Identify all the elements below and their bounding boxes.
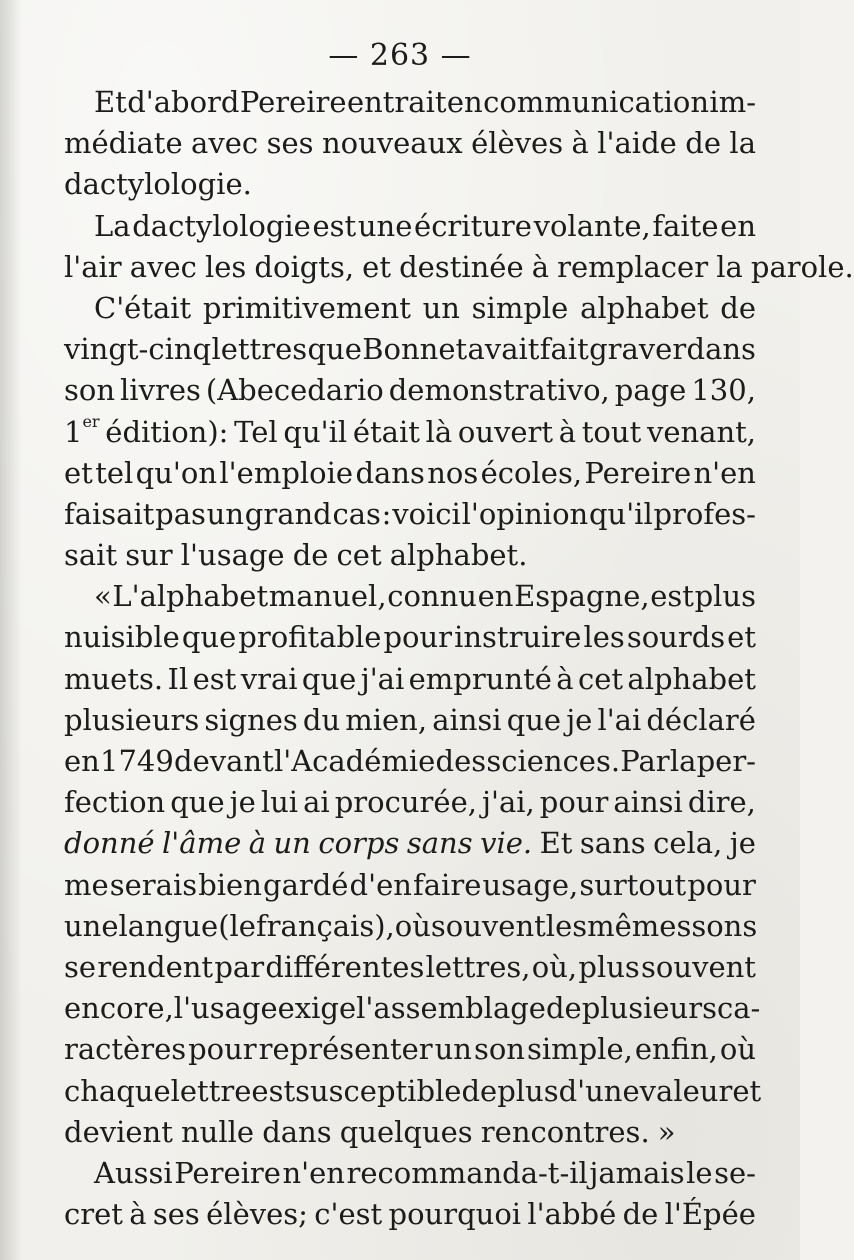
word: connu — [387, 579, 477, 614]
word: où — [394, 908, 431, 943]
word: est — [312, 208, 357, 243]
text-line — [64, 329, 756, 370]
word: là — [425, 414, 453, 449]
page-number: — 263 — — [328, 38, 472, 73]
word: : — [381, 496, 392, 531]
text-line — [64, 617, 756, 658]
word: en — [477, 579, 514, 614]
word: une — [64, 908, 119, 943]
word: élèves; — [206, 1197, 308, 1232]
word: se- — [714, 1155, 756, 1190]
word: serais — [109, 867, 198, 902]
word: nulle — [181, 1114, 255, 1149]
word: l'aide — [597, 126, 677, 161]
text-line — [64, 164, 756, 205]
word: venant, — [646, 414, 756, 449]
word: un — [422, 290, 460, 325]
word: demonstrativo, — [388, 373, 610, 408]
word: à — [556, 661, 574, 696]
word: lui — [260, 785, 299, 820]
word: » — [657, 1114, 676, 1149]
word: sons — [691, 908, 758, 943]
word: Aussi — [94, 1155, 173, 1190]
word: du — [302, 702, 341, 737]
word: grand — [244, 496, 332, 531]
word: emprunté — [408, 661, 552, 696]
word: à — [531, 249, 550, 284]
word: pour — [188, 1032, 257, 1067]
word: l'emploie — [219, 455, 354, 490]
word: doigts, — [254, 249, 355, 284]
word: ainsi — [432, 702, 502, 737]
word: 130, — [691, 373, 756, 408]
word: en — [446, 85, 483, 119]
word: représenter — [258, 1032, 433, 1067]
word: qu'il — [588, 496, 653, 531]
word: que — [301, 661, 357, 696]
word: ractères — [64, 1032, 187, 1067]
word: langue — [118, 908, 219, 943]
word: médiate — [64, 126, 183, 161]
word: lettres — [211, 332, 308, 367]
text-line — [64, 700, 756, 741]
word: la — [716, 249, 743, 284]
word: vie. — [480, 826, 533, 861]
body-text — [64, 82, 854, 1235]
word: 1749 — [100, 744, 174, 778]
word: d'abord — [127, 85, 240, 119]
text-line — [64, 782, 756, 823]
word: un — [206, 496, 245, 531]
word: profes- — [653, 496, 756, 531]
word: Bonnet — [362, 332, 468, 367]
word: lettre — [170, 1073, 252, 1108]
word: avait — [467, 332, 540, 367]
word: et — [362, 249, 391, 284]
word: je — [566, 702, 593, 737]
text-line — [64, 823, 756, 864]
word: l'usage — [180, 538, 285, 573]
word: remplacer — [557, 249, 709, 284]
word: per- — [696, 744, 756, 778]
word: voici — [392, 496, 461, 531]
word: simple, — [526, 1032, 633, 1067]
word: que — [307, 332, 362, 367]
word: graver — [589, 332, 687, 367]
word: plus — [497, 1073, 559, 1108]
word: rendent — [97, 949, 214, 984]
word: (le — [218, 908, 256, 943]
word: l'opinion — [461, 496, 589, 531]
word: son — [473, 1032, 525, 1067]
word: simple — [471, 290, 569, 325]
word: est — [650, 579, 694, 614]
word: les — [583, 620, 625, 655]
text-line — [64, 1153, 756, 1194]
word: dire, — [687, 785, 756, 820]
word: Tel — [234, 414, 278, 449]
word: avec — [191, 126, 259, 161]
word: d'une — [558, 1073, 640, 1108]
word: devant — [174, 744, 274, 778]
word: gardé — [263, 867, 349, 902]
word: Et — [539, 826, 573, 861]
word: Il — [167, 661, 189, 696]
word: plus — [578, 949, 640, 984]
word: page — [614, 373, 687, 408]
word: en — [720, 208, 756, 243]
text-line — [64, 947, 756, 988]
word: est — [192, 661, 237, 696]
word: plusieurs — [581, 991, 717, 1026]
word: alphabet — [627, 661, 756, 696]
word: tout — [581, 414, 642, 449]
word: plus — [694, 579, 756, 614]
word: à — [558, 414, 577, 449]
word: à — [248, 826, 267, 861]
word: encore, — [64, 991, 174, 1026]
word: plusieurs — [64, 702, 200, 737]
word: une — [357, 208, 413, 243]
text-line — [64, 988, 761, 1029]
text-line — [64, 123, 756, 164]
word: ca- — [716, 991, 761, 1026]
word: valeur — [639, 1073, 733, 1108]
word: et — [727, 620, 756, 655]
word: (Abecedario — [205, 373, 384, 408]
word: enfin, — [634, 1032, 718, 1067]
text-line — [64, 206, 756, 247]
word: profitable — [238, 620, 382, 655]
word: recommanda-t-il — [346, 1155, 588, 1190]
word: Et — [94, 85, 127, 119]
word: français), — [255, 908, 395, 943]
word: les — [545, 908, 588, 943]
word: avec — [129, 249, 197, 284]
word: cet — [577, 661, 624, 696]
word: faire — [413, 867, 482, 902]
word: élèves — [471, 126, 564, 161]
word: n'en — [282, 1155, 345, 1190]
word: de — [292, 538, 329, 573]
word: la — [729, 126, 756, 161]
word: son — [64, 373, 116, 408]
word: 1er — [64, 411, 100, 449]
word: muets. — [64, 661, 164, 696]
word: surtout — [579, 867, 687, 902]
word: cela, — [653, 826, 723, 861]
word: l'assemblage — [356, 991, 546, 1026]
word: dactylologie. — [64, 167, 252, 202]
text-line — [64, 865, 756, 906]
text-line — [64, 1029, 756, 1070]
word: usage, — [482, 867, 579, 902]
word: faisait — [64, 496, 155, 531]
word: est — [251, 1073, 296, 1108]
word: à — [571, 126, 589, 161]
text-line — [64, 247, 854, 288]
word: bien — [198, 867, 262, 902]
word: qu'il — [283, 414, 348, 449]
word: mien, — [345, 702, 428, 737]
word: rencontres. — [480, 1114, 650, 1149]
word: les — [204, 249, 247, 284]
word: ainsi — [613, 785, 683, 820]
word: c'est — [314, 1197, 383, 1232]
word: un — [273, 826, 311, 861]
text-line — [64, 576, 756, 617]
word: La — [94, 208, 131, 243]
text-line — [64, 1112, 756, 1153]
word: pour — [539, 785, 609, 820]
word: nuisible — [64, 620, 180, 655]
word: exige — [277, 991, 357, 1026]
word: différentes — [265, 949, 425, 984]
word: de — [461, 1073, 498, 1108]
text-line — [64, 741, 756, 782]
word: l'Épée — [664, 1197, 756, 1232]
word: de — [622, 1197, 659, 1232]
word: l'Académie — [273, 744, 436, 778]
word: que — [506, 702, 562, 737]
word: dans — [686, 332, 756, 367]
word: donné — [64, 826, 155, 861]
word: écoles, — [480, 455, 583, 490]
word: parole. — [750, 249, 854, 284]
word: l'usage — [173, 991, 278, 1026]
text-line — [64, 370, 756, 411]
word: de — [545, 991, 582, 1026]
page-edge-shadow — [0, 0, 22, 1260]
word: destinée — [399, 249, 524, 284]
word: im- — [709, 85, 756, 119]
word: d'en — [349, 867, 412, 902]
word: susceptible — [295, 1073, 462, 1108]
word: Pereire — [584, 455, 692, 490]
word: tel — [95, 455, 134, 490]
word: était — [352, 414, 420, 449]
word: signes — [204, 702, 298, 737]
word: à — [129, 1197, 147, 1232]
word: l'abbé — [527, 1197, 617, 1232]
word: j'ai, — [481, 785, 535, 820]
word: que — [181, 620, 237, 655]
word: l'ai — [597, 702, 642, 737]
word: l'air — [64, 249, 122, 284]
word: j'ai — [360, 661, 405, 696]
word: Par — [620, 744, 670, 778]
word: par — [214, 949, 265, 984]
word: procurée, — [334, 785, 477, 820]
word: fection — [64, 785, 166, 820]
text-line — [64, 1071, 762, 1112]
word: pas — [155, 496, 206, 531]
word: fait — [539, 332, 589, 367]
word: vrai — [240, 661, 298, 696]
word: alphabet. — [389, 538, 528, 573]
word: ouvert — [457, 414, 554, 449]
word: sourds — [626, 620, 726, 655]
word: et — [64, 455, 93, 490]
word: volante, — [533, 208, 651, 243]
word: alphabet — [580, 290, 709, 325]
word: pour — [383, 620, 453, 655]
word: que — [170, 785, 225, 820]
word: me — [64, 867, 109, 902]
text-line — [64, 288, 756, 329]
word: « — [94, 579, 112, 614]
word: sans — [579, 826, 646, 861]
word: Pereire — [174, 1155, 281, 1190]
word: quelques — [339, 1114, 473, 1149]
word: L'alphabet — [112, 579, 269, 614]
word: des — [435, 744, 487, 778]
word: et — [732, 1073, 762, 1108]
word: instruire — [454, 620, 582, 655]
word: pour — [687, 867, 756, 902]
word: cas — [332, 496, 381, 531]
word: primitivement — [202, 290, 411, 325]
word: Pereire — [239, 85, 347, 119]
word: n'en — [693, 455, 756, 490]
word: souvent — [430, 908, 546, 943]
text-line — [64, 453, 756, 494]
word: de — [685, 126, 721, 161]
word: vingt-cinq — [64, 332, 212, 367]
word: l'âme — [162, 826, 242, 861]
word: faite — [652, 208, 719, 243]
word: souvent — [641, 949, 756, 984]
word: écriture — [414, 208, 532, 243]
word: où — [719, 1032, 756, 1067]
text-line — [64, 535, 756, 576]
word: un — [434, 1032, 472, 1067]
text-line — [64, 659, 756, 700]
word: je — [729, 826, 756, 861]
word: cet — [336, 538, 382, 573]
word: communication — [483, 85, 710, 119]
word: livres — [120, 373, 201, 408]
word: sait — [64, 538, 118, 573]
text-line — [64, 82, 756, 123]
word: édition): — [105, 414, 229, 449]
word: lettres, — [425, 949, 531, 984]
word: cret — [64, 1197, 123, 1232]
word: C'était — [94, 290, 192, 325]
word: sciences. — [486, 744, 621, 778]
text-line — [64, 1194, 756, 1235]
word: chaque — [64, 1073, 171, 1108]
word: dans — [262, 1114, 332, 1149]
word: la — [669, 744, 697, 778]
word: entrait — [346, 85, 447, 119]
word: se — [64, 949, 97, 984]
word: le — [686, 1155, 713, 1190]
word: mêmes — [587, 908, 692, 943]
word: ai — [303, 785, 330, 820]
text-line — [64, 494, 756, 535]
word: où, — [531, 949, 578, 984]
word: manuel, — [268, 579, 387, 614]
text-line — [64, 412, 756, 453]
word: devient — [64, 1114, 173, 1149]
word: qu'on — [135, 455, 218, 490]
word: dans — [355, 455, 425, 490]
word: Espagne, — [514, 579, 650, 614]
word: de — [720, 290, 756, 325]
word: jamais — [589, 1155, 685, 1190]
text-line — [64, 906, 756, 947]
word: sur — [125, 538, 173, 573]
word: ses — [152, 1197, 200, 1232]
word: dactylologie — [132, 208, 311, 243]
word: ses — [266, 126, 314, 161]
word: sans — [406, 826, 473, 861]
word: en — [64, 744, 100, 778]
word: corps — [318, 826, 400, 861]
word: nos — [427, 455, 479, 490]
word: pourquoi — [388, 1197, 522, 1232]
word: je — [229, 785, 256, 820]
word: nouveaux — [321, 126, 463, 161]
word: déclaré — [646, 702, 756, 737]
